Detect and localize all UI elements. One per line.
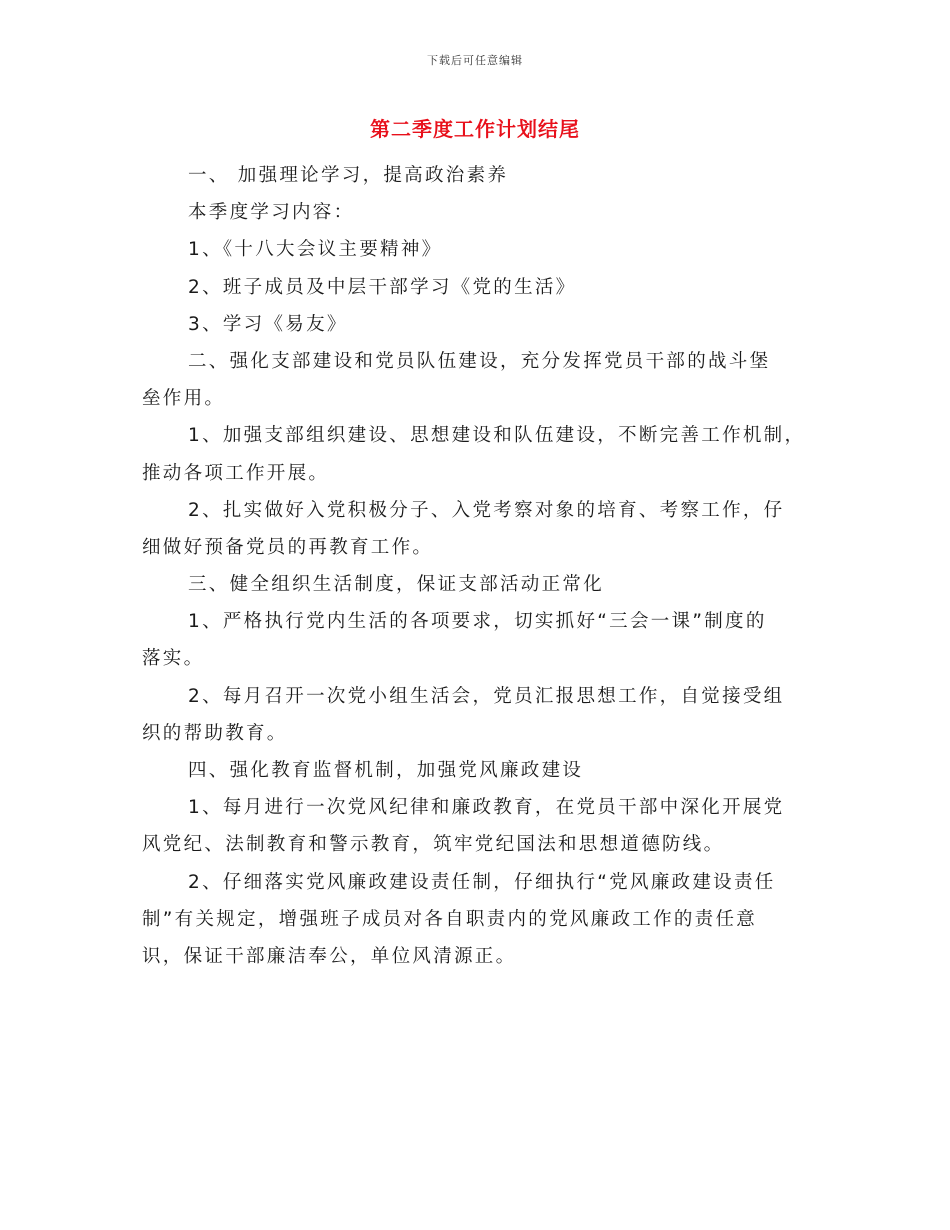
document-body [142, 157, 810, 975]
paragraph-line: 本季度学习内容： [188, 202, 355, 224]
paragraph-line: 细做好预备党员的再教育工作。 [142, 536, 434, 558]
paragraph-line: 1、每月进行一次党风纪律和廉政教育，在党员干部中深化开展党 [188, 797, 785, 819]
section-heading-4: 四、强化教育监督机制，加强党风廉政建设 [188, 760, 584, 781]
paragraph-line: 推动各项工作开展。 [142, 462, 330, 484]
page-header-note: 下载后可任意编辑 [427, 54, 523, 67]
paragraph-line: 1、严格执行党内生活的各项要求，切实抓好“三会一课”制度的 [188, 611, 767, 633]
paragraph-line: 2、仔细落实党风廉政建设责任制，仔细执行“党风廉政建设责任 [188, 871, 776, 893]
list-item: 2、班子成员及中层干部学习《党的生活》 [188, 276, 577, 298]
paragraph-line: 识，保证干部廉洁奉公，单位风清源正。 [142, 945, 517, 967]
list-item: 3、学习《易友》 [188, 313, 348, 335]
section-heading-1: 一、 加强理论学习，提高政治素养 [188, 165, 509, 186]
paragraph-line: 2、扎实做好入党积极分子、入党考察对象的培育、考察工作，仔 [188, 499, 785, 521]
list-item: 1、《十八大会议主要精神》 [188, 239, 443, 261]
section-heading-2: 二、强化支部建设和党员队伍建设，充分发挥党员干部的战斗堡 [188, 350, 771, 372]
paragraph-line: 落实。 [142, 648, 205, 670]
paragraph-line: 织的帮助教育。 [142, 722, 288, 744]
paragraph-line: 1、加强支部组织建设、思想建设和队伍建设，不断完善工作机制， [188, 425, 806, 447]
document-title: 第二季度工作计划结尾 [370, 117, 580, 141]
section-heading-3: 三、健全组织生活制度，保证支部活动正常化 [188, 574, 605, 596]
paragraph-line: 2、每月召开一次党小组生活会，党员汇报思想工作，自觉接受组 [188, 685, 785, 707]
paragraph-line: 制”有关规定，增强班子成员对各自职责内的党风廉政工作的责任意 [142, 908, 758, 930]
paragraph-line: 风党纪、法制教育和警示教育，筑牢党纪国法和思想道德防线。 [142, 834, 725, 856]
paragraph-line: 垒作用。 [142, 388, 226, 410]
